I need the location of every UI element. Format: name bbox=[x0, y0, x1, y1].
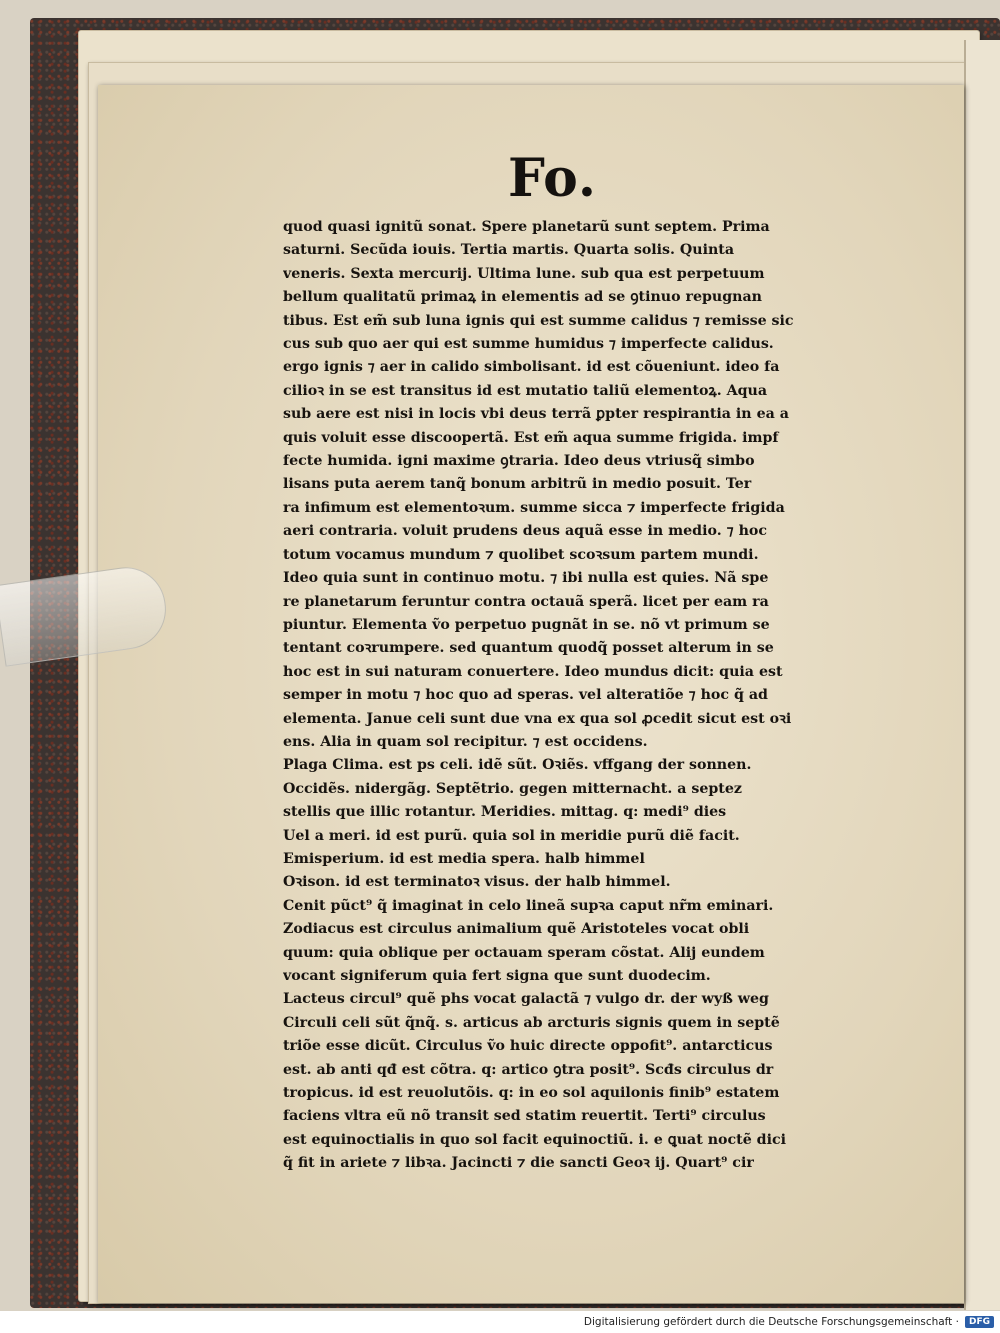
text-line: totum vocamus mundum ⁊ quolibet scoꝛsum partem mundi. bbox=[283, 546, 759, 563]
text-line: vocant signiferum quia fert signa que sunt duodecim. bbox=[283, 968, 711, 984]
text-line: Zodiacus est circulus animalium quẽ Aristoteles vocat obli bbox=[283, 921, 750, 938]
digitization-credit-bar bbox=[0, 1311, 1000, 1333]
text-line: veneris. Sexta mercurij. Ultima lune. sub qua est perpetuum bbox=[283, 265, 765, 282]
text-line: tentant coꝛrumpere. sed quantum quodq̃ posset alterum in se bbox=[283, 640, 774, 657]
text-line: semper in motu ⁊ hoc quo ad speras. vel alteratiõe ⁊ hoc q̃ ad bbox=[283, 687, 768, 704]
text-line: saturni. Secũda iouis. Tertia martis. Quarta solis. Quinta bbox=[283, 242, 735, 259]
text-line: ra infimum est elementoꝛum. summe sicca ⁊ imperfecte frigida bbox=[283, 499, 785, 516]
text-line: quod quasi ignitũ sonat. Spere planetarũ sunt septem. Prima bbox=[283, 219, 770, 235]
text-line: faciens vltra eũ nõ transit sed statim reuertit. Terti⁹ circulus bbox=[283, 1108, 766, 1125]
text-line: Emisperium. id est media spera. halb himmel bbox=[283, 850, 645, 867]
text-line: tropicus. id est reuolutõis. q: in eo sol aquilonis finib⁹ estatem bbox=[283, 1085, 780, 1102]
text-line: elementa. Janue celi sunt due vna ex qua sol ꝓcedit sicut est oꝛi bbox=[283, 710, 792, 727]
text-line: est equinoctialis in quo sol facit equinoctiũ. i. e ꝗuat noctẽ dici bbox=[283, 1131, 787, 1148]
text-line: triõe esse dicũt. Circulus ṽo huic directe oppofit⁹. antarcticus bbox=[283, 1038, 773, 1055]
text-line: q̃ fit in ariete ⁊ libꝛa. Jacincti ⁊ die sancti Geoꝛ ij. Quart⁹ cir bbox=[283, 1155, 754, 1172]
text-line: piuntur. Elementa ṽo perpetuo pugnãt in se. nõ vt primum se bbox=[283, 616, 770, 633]
text-line: bellum qualitatũ primaꝝ in elementis ad se ꝯtinuo repugnan bbox=[283, 289, 762, 306]
text-line: aeri contraria. voluit prudens deus aquã esse in medio. ⁊ hoc bbox=[283, 523, 767, 540]
text-line: Occidẽs. nidergãg. Septẽtrio. gegen mitternacht. a septez bbox=[283, 780, 742, 797]
text-line: ergo ignis ⁊ aer in calido simbolisant. id est cõueniunt. ideo fa bbox=[283, 359, 780, 376]
text-line: cilioꝛ in se est transitus id est mutatio taliũ elementoꝝ. Aqua bbox=[283, 382, 768, 399]
text-line: Plaga Clima. est ps celi. idẽ sũt. Oꝛiẽs. vffgang der sonnen. bbox=[283, 757, 752, 774]
text-line: tibus. Est em̃ sub luna ignis qui est summe calidus ⁊ remisse sic bbox=[283, 312, 794, 329]
text-line: fecte humida. igni maxime ꝯtraria. Ideo deus vtriusq̃ simbo bbox=[283, 453, 755, 470]
text-line: est. ab anti qđ est cõtra. q: artico ꝯtra posit⁹. Scđs circulus dr bbox=[283, 1061, 774, 1078]
text-line: Circuli celi sũt q̃nq̃. s. articus ab arcturis signis quem in septẽ bbox=[283, 1014, 780, 1031]
text-line: re planetarum feruntur contra octauã sperã. licet per eam ra bbox=[283, 593, 769, 610]
text-line: lisans puta aerem tanq̃ bonum arbitrũ in medio posuit. Ter bbox=[283, 476, 752, 493]
credit-text: Digitalisierung gefördert durch die Deutsche Forschungsgemeinschaft · bbox=[583, 1316, 959, 1328]
page-body-text bbox=[283, 216, 867, 1176]
text-line: Lacteus circul⁹ quẽ phs vocat galactã ⁊ vulgo dr. der wyß weg bbox=[283, 991, 769, 1008]
text-line: sub aere est nisi in locis vbi deus terrã ꝑpter respirantia in ea a bbox=[283, 406, 789, 423]
facing-page-edge bbox=[964, 40, 1000, 1310]
folio-heading: Fo. bbox=[508, 148, 597, 209]
text-line: Oꝛison. id est terminatoꝛ visus. der halb himmel. bbox=[283, 874, 671, 891]
text-line: ens. Alia in quam sol recipitur. ⁊ est occidens. bbox=[283, 733, 648, 750]
text-line: hoc est in sui naturam conuertere. Ideo mundus dicit: quia est bbox=[283, 663, 783, 680]
text-line: Ideo quia sunt in continuo motu. ⁊ ibi nulla est quies. Nã spe bbox=[283, 570, 769, 587]
text-line: stellis que illic rotantur. Meridies. mittag. q: medi⁹ dies bbox=[283, 804, 727, 821]
text-line: quum: quia oblique per octauam speram cõstat. Alij eundem bbox=[283, 944, 765, 961]
text-line: Uel a meri. id est purũ. quia sol in meridie purũ diẽ facit. bbox=[283, 827, 740, 844]
dfg-logo[interactable]: DFG bbox=[965, 1316, 994, 1328]
text-line: cus sub quo aer qui est summe humidus ⁊ imperfecte calidus. bbox=[283, 336, 774, 353]
text-line: Cenit pũct⁹ q̃ imaginat in celo lineã supꝛa caput nr̃m eminari. bbox=[283, 897, 774, 914]
text-line: quis voluit esse discoopertã. Est em̃ aqua summe frigida. impf bbox=[283, 429, 779, 446]
